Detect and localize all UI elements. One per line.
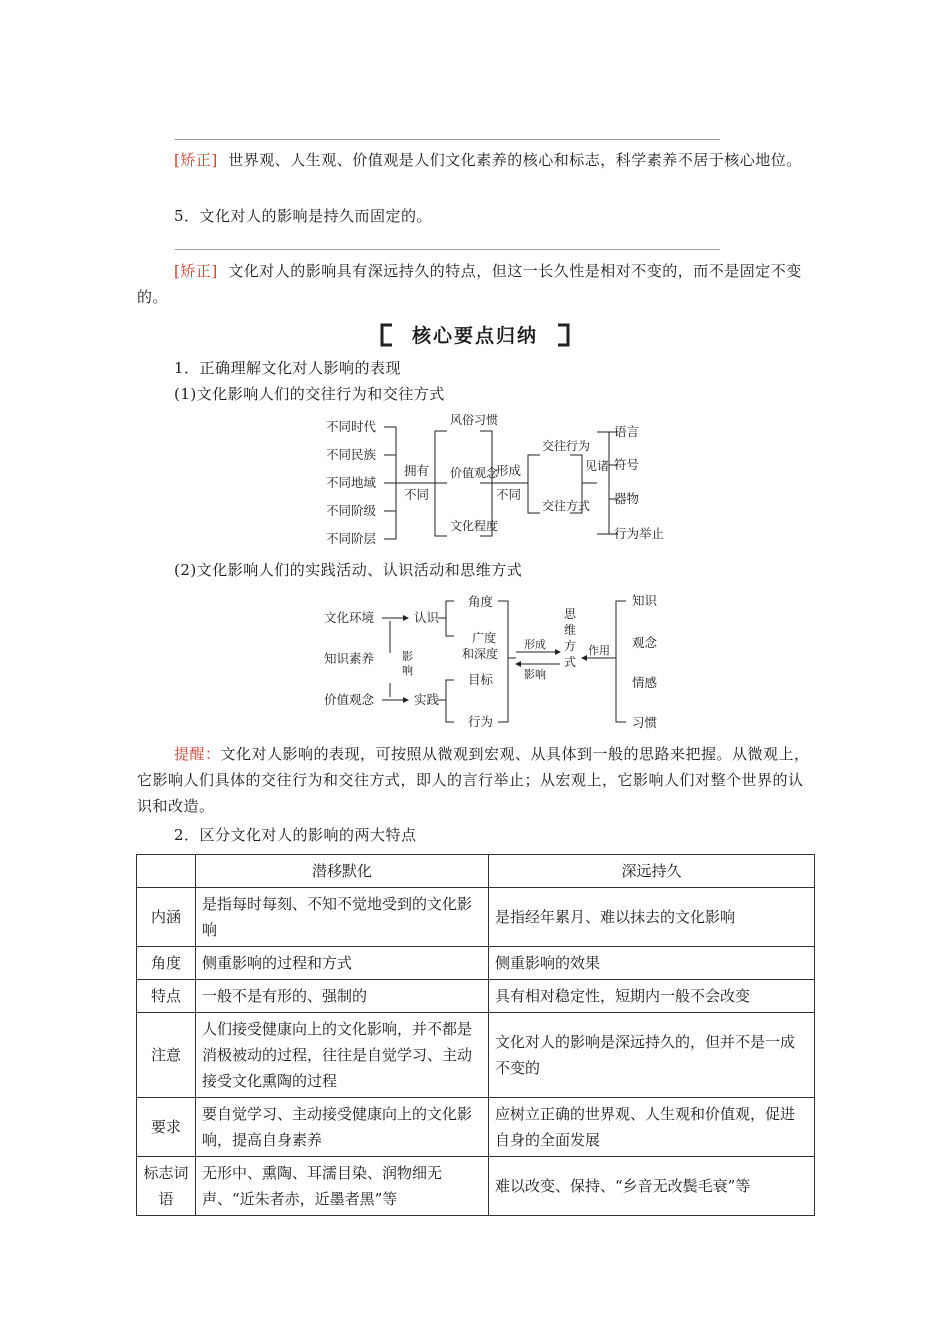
form-label: 形成	[496, 463, 522, 478]
point-1: 1．正确理解文化对人影响的表现	[174, 359, 402, 377]
aspect-label: 目标	[468, 672, 494, 687]
row-label: 内涵	[137, 888, 196, 947]
table-row	[137, 1098, 815, 1157]
culture-label: 文化程度	[450, 519, 499, 533]
point-2: 2．区分文化对人的影响的两大特点	[174, 826, 417, 844]
diagram-interaction	[320, 410, 680, 550]
behavior-label: 交往方式	[542, 499, 591, 513]
table-cell: 是指经年累月、难以抹去的文化影响	[489, 888, 815, 947]
table-row	[137, 1013, 815, 1098]
divider-line	[175, 139, 720, 140]
correction-paragraph	[137, 147, 817, 173]
row-label: 标志词语	[137, 1157, 196, 1216]
manifest-label: 符号	[614, 457, 640, 472]
factor-label: 习惯	[632, 715, 658, 730]
table-row	[137, 980, 815, 1013]
influence-label: 影响	[524, 668, 546, 681]
thinking-label: 思	[564, 607, 577, 621]
comparison-table	[136, 854, 815, 1216]
table-row	[137, 888, 815, 947]
table-header	[137, 855, 196, 888]
table-cell: 是指每时每刻、不知不觉地受到的文化影响	[196, 888, 489, 947]
diagram-thinking	[320, 588, 680, 733]
reminder-paragraph	[137, 741, 817, 819]
table-header-row	[137, 855, 815, 888]
different-label: 不同	[496, 487, 522, 502]
correction-text: 世界观、人生观、价值观是人们文化素养的核心和标志，科学素养不居于核心地位。	[228, 151, 802, 169]
table-header: 潜移默化	[196, 855, 489, 888]
correction-paragraph	[137, 258, 817, 310]
table-cell: 具有相对稳定性，短期内一般不会改变	[489, 980, 815, 1013]
aspect-label: 广度	[472, 631, 497, 645]
have-label: 拥有	[404, 463, 430, 478]
sub-point-2: (2)文化影响人们的实践活动、认识活动和思维方式	[174, 561, 523, 579]
table-cell: 侧重影响的效果	[489, 947, 815, 980]
table-row	[137, 947, 815, 980]
table-cell: 文化对人的影响是深远持久的，但并不是一成不变的	[489, 1013, 815, 1098]
manifest-label: 器物	[614, 491, 640, 506]
aspect-label: 和深度	[462, 647, 499, 661]
thinking-label: 方	[564, 639, 577, 653]
factor-label: 情感	[632, 675, 658, 690]
different-label: 不同	[404, 487, 430, 502]
table-cell: 一般不是有形的、强制的	[196, 980, 489, 1013]
heading-frame	[350, 320, 600, 350]
group-label: 不同地域	[326, 475, 377, 490]
table-cell: 应树立正确的世界观、人生观和价值观，促进自身的全面发展	[489, 1098, 815, 1157]
row-label: 要求	[137, 1098, 196, 1157]
table-cell: 难以改变、保持、“乡音无改鬓毛衰”等	[489, 1157, 815, 1216]
reminder-text: 文化对人影响的表现，可按照从微观到宏观、从具体到一般的思路来把握。从微观上，它影响人们具体的交往行为和交往方式，即人的言行举止；从宏观上，它影响人们对整个世界的认识和改造。	[137, 745, 810, 815]
source-label: 价值观念	[324, 692, 375, 707]
row-label: 注意	[137, 1013, 196, 1098]
table-header: 深远持久	[489, 855, 815, 888]
group-label: 不同阶级	[326, 503, 377, 518]
action-label: 作用	[588, 644, 610, 657]
sub-point-1: (1)文化影响人们的交往行为和交往方式	[174, 385, 445, 403]
table-cell: 侧重影响的过程和方式	[196, 947, 489, 980]
activity-label: 实践	[414, 692, 440, 707]
table-cell: 人们接受健康向上的文化影响，并不都是消极被动的过程，往往是自觉学习、主动接受文化熏陶的过程	[196, 1013, 489, 1098]
source-label: 文化环境	[324, 610, 375, 625]
factor-label: 知识	[632, 593, 658, 608]
form-label: 形成	[524, 638, 546, 651]
behavior-label: 交往行为	[542, 439, 591, 453]
group-label: 不同时代	[326, 419, 377, 434]
manifest-label: 语言	[614, 424, 640, 439]
table-cell: 无形中、熏陶、耳濡目染、润物细无声、“近朱者赤，近墨者黑”等	[196, 1157, 489, 1216]
activity-label: 认识	[414, 610, 440, 625]
source-label: 知识素养	[324, 651, 375, 666]
table-cell: 要自觉学习、主动接受健康向上的文化影响，提高自身素养	[196, 1098, 489, 1157]
aspect-label: 行为	[468, 714, 494, 729]
table-row	[137, 1157, 815, 1216]
divider-line	[175, 249, 720, 250]
influence-label: 影	[402, 650, 413, 663]
culture-label: 价值观念	[450, 466, 499, 480]
aspect-label: 角度	[468, 594, 494, 609]
item-5: 5．文化对人的影响是持久而固定的。	[174, 207, 433, 225]
row-label: 角度	[137, 947, 196, 980]
row-label: 特点	[137, 980, 196, 1013]
culture-label: 风俗习惯	[450, 413, 499, 427]
manifest-label: 行为举止	[614, 526, 665, 541]
section-heading-text: 核心要点归纳	[411, 325, 539, 347]
correction-text: 文化对人的影响具有深远持久的特点，但这一长久性是相对不变的，而不是固定不变的。	[137, 262, 802, 306]
group-label: 不同民族	[326, 447, 377, 462]
thinking-label: 式	[564, 655, 577, 669]
reminder-tag: 提醒：	[174, 745, 221, 763]
group-label: 不同阶层	[326, 531, 377, 546]
influence-label: 响	[402, 664, 413, 677]
thinking-label: 维	[564, 623, 577, 637]
section-heading	[0, 320, 950, 350]
correction-tag: [矫正]	[174, 262, 218, 280]
correction-tag: [矫正]	[174, 151, 218, 169]
factor-label: 观念	[632, 635, 658, 650]
seen-label: 见诸	[585, 459, 610, 473]
